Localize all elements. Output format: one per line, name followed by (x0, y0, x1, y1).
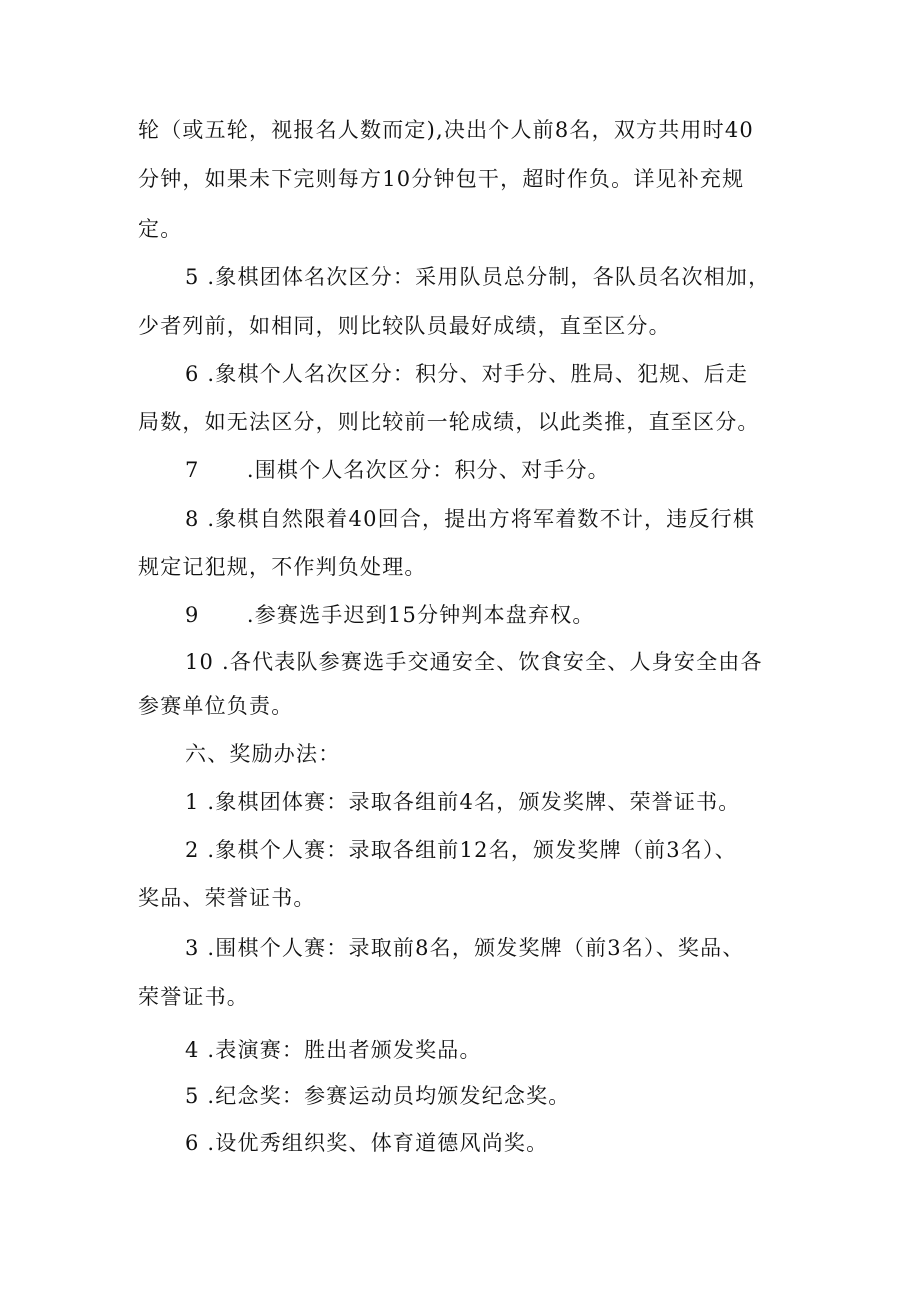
text-line-3: 定。 (138, 217, 183, 241)
text-line-19: 荣誉证书。 (138, 985, 249, 1009)
text-line-4: 5 .象棋团体名次区分：采用队员总分制，各队员名次相加， (185, 265, 771, 289)
text-line-17: 奖品、荣誉证书。 (138, 886, 316, 910)
text-line-18: 3 .围棋个人赛：录取前8名，颁发奖牌（前3名）、奖品、 (185, 936, 745, 960)
text-line-6: 6 .象棋个人名次区分：积分、对手分、胜局、犯规、后走 (185, 362, 749, 386)
text-line-15: 1 .象棋团体赛：录取各组前4名，颁发奖牌、荣誉证书。 (185, 790, 741, 814)
text-line-13: 参赛单位负责。 (138, 694, 294, 718)
text-line-2: 分钟，如果未下完则每方10分钟包干，超时作负。详见补充规 (138, 167, 745, 191)
text-line-20: 4 .表演赛：胜出者颁发奖品。 (185, 1038, 482, 1062)
text-line-7: 局数，如无法区分，则比较前一轮成绩，以此类推，直至区分。 (138, 410, 760, 434)
text-line-21: 5 .纪念奖：参赛运动员均颁发纪念奖。 (185, 1084, 571, 1108)
text-line-10: 规定记犯规，不作判负处理。 (138, 555, 427, 579)
text-line-1: 轮（或五轮，视报名人数而定),决出个人前8名，双方共用时40 (138, 118, 754, 142)
text-line-16: 2 .象棋个人赛：录取各组前12名，颁发奖牌（前3名）、 (185, 838, 737, 862)
text-line-12: 10 .各代表队参赛选手交通安全、饮食安全、人身安全由各 (185, 650, 763, 674)
text-line-22: 6 .设优秀组织奖、体育道德风尚奖。 (185, 1131, 549, 1155)
section-heading: 六、奖励办法： (185, 742, 341, 766)
text-line-8: 7 .围棋个人名次区分：积分、对手分。 (185, 458, 610, 482)
text-line-11: 9 .参赛选手迟到15分钟判本盘弃权。 (185, 603, 595, 627)
text-line-5: 少者列前，如相同，则比较队员最好成绩，直至区分。 (138, 314, 671, 338)
text-line-9: 8 .象棋自然限着40回合，提出方将军着数不计，违反行棋 (185, 507, 756, 531)
